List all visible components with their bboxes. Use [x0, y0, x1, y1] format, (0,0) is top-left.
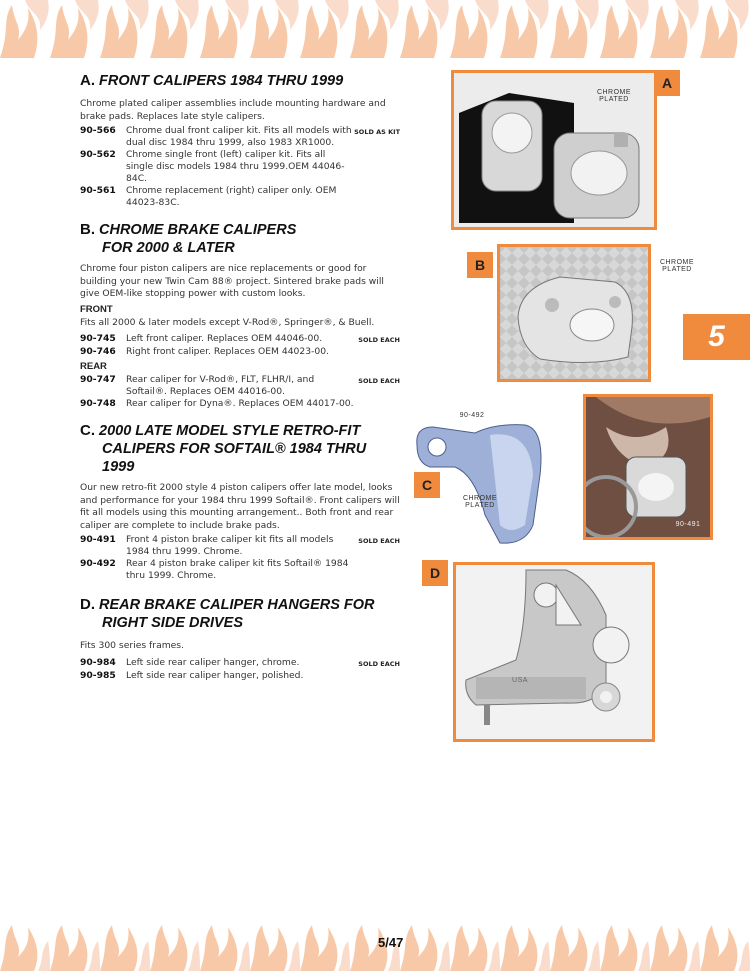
sold-note: SOLD EACH [358, 659, 400, 668]
part-number: 90-566 [80, 125, 116, 136]
front-fitment: Fits all 2000 & later models except V-Rod®, Springer®, & Buell. [80, 317, 375, 328]
part-description: Chrome single front (left) caliper kit. Fits all single disc models 1984 thru 1999.OEM 44046-84C. [126, 149, 345, 184]
section-d-title: D. REAR BRAKE CALIPER HANGERS FOR RIGHT SIDE DRIVES [80, 596, 375, 631]
product-line-item [80, 398, 400, 410]
chrome-caliper-image [500, 247, 648, 379]
photo-d-stamp: USA [512, 677, 528, 684]
section-d [80, 596, 400, 682]
part-description: Front 4 piston brake caliper kit fits all models 1984 thru 1999. Chrome. [126, 534, 334, 557]
product-line-item [80, 149, 400, 185]
part-description: Chrome replacement (right) caliper only. OEM 44023-83C. [126, 185, 337, 208]
photo-b [497, 244, 651, 382]
sold-note [354, 346, 400, 358]
caliper-hanger-image [456, 565, 652, 739]
product-line-item [80, 534, 400, 558]
rear-label: REAR [80, 360, 107, 372]
section-b-rear-items [80, 374, 400, 410]
product-line-item [80, 125, 400, 149]
part-description: Left side rear caliper hanger, polished. [126, 669, 304, 681]
photo-d [453, 562, 655, 742]
flame-border-top [0, 0, 750, 58]
part-number: 90-985 [80, 669, 116, 681]
photo-b-label: B [467, 252, 493, 278]
part-number: 90-492 [80, 558, 116, 569]
part-number: 90-748 [80, 398, 116, 409]
part-description: Right front caliper. Replaces OEM 44023-00. [126, 345, 330, 357]
section-a-items [80, 125, 400, 209]
product-line-item [80, 346, 400, 358]
part-description: Rear 4 piston brake caliper kit fits Softail® 1984 thru 1999. Chrome. [126, 558, 349, 581]
photo-c [583, 394, 713, 540]
section-c-items [80, 534, 400, 582]
photo-a [451, 70, 657, 230]
part-description: Left front caliper. Replaces OEM 44046-00. [126, 332, 323, 344]
photo-a-label: A [654, 70, 680, 96]
photo-c-part-number-1: 90-492 [459, 412, 485, 419]
section-b-description: Chrome four piston calipers are nice replacements or good for building your new Twin Cam 88® project. Sintered brake pads will give OEM-like stopping power with custom looks. [80, 263, 384, 299]
section-d-description: Fits 300 series frames. [80, 640, 185, 651]
section-c-description: Our new retro-fit 2000 style 4 piston calipers offer late model, looks and performance for your 1984 thru 1999 Softail®. Front calipers will fit all models using this mounting arrangement.. Both front and rear caliper are complete to include brake pads. [80, 482, 400, 531]
part-number: 90-745 [80, 332, 116, 344]
product-line-item [80, 558, 400, 582]
section-tab: 5 [683, 314, 750, 360]
photo-a-caption: CHROME PLATED [596, 89, 632, 103]
part-number: 90-984 [80, 656, 116, 668]
sold-note: SOLD EACH [358, 377, 400, 385]
part-number: 90-561 [80, 185, 116, 196]
part-description: Rear caliper for V-Rod®, FLT, FLHR/I, and Softail®. Replaces OEM 44016-00. [126, 374, 315, 397]
part-number: 90-562 [80, 149, 116, 160]
part-description: Rear caliper for Dyna®. Replaces OEM 44017-00. [126, 398, 354, 409]
sold-note [354, 670, 400, 682]
photo-c-caption: CHROME PLATED [462, 495, 498, 509]
section-a-title: A. FRONT CALIPERS 1984 THRU 1999 [80, 72, 344, 89]
section-a-description: Chrome plated caliper assemblies include mounting hardware and brake pads. Replaces late style calipers. [80, 98, 386, 122]
product-line-item [80, 670, 400, 682]
sold-note [354, 558, 400, 582]
part-description: Chrome dual front caliper kit. Fits all models with dual disc 1984 thru 1999, also 1983 XR1000. [126, 125, 352, 148]
front-label: FRONT [80, 303, 113, 315]
text-column [80, 60, 400, 682]
product-line-item [80, 374, 400, 398]
sold-note [354, 185, 400, 209]
part-description: Left side rear caliper hanger, chrome. [126, 656, 300, 668]
section-c-title: C. 2000 LATE MODEL STYLE RETRO-FIT CALIPERS FOR SOFTAIL® 1984 THRU 1999 [80, 422, 367, 475]
section-b [80, 221, 400, 410]
product-line-item [80, 657, 400, 670]
section-b-title: B. CHROME BRAKE CALIPERS FOR 2000 & LATER [80, 221, 297, 256]
sold-note: SOLD EACH [358, 537, 400, 545]
sold-note [354, 398, 400, 410]
front-caliper-installed-image [586, 397, 710, 537]
part-number: 90-746 [80, 345, 116, 357]
part-number: 90-491 [80, 534, 116, 545]
photo-b-caption: CHROME PLATED [659, 259, 695, 273]
part-number: 90-747 [80, 374, 116, 385]
photo-c-label: C [414, 472, 440, 498]
product-line-item [80, 185, 400, 209]
product-line-item [80, 333, 400, 346]
sold-note: SOLD EACH [358, 335, 400, 344]
section-d-items [80, 657, 400, 682]
sold-note [354, 149, 400, 185]
sold-note: SOLD AS KIT [354, 128, 400, 136]
section-a [80, 72, 400, 209]
section-b-front-items [80, 333, 400, 358]
photo-c-part-number-2: 90-491 [675, 521, 701, 528]
flame-border-bottom [0, 921, 750, 971]
photo-d-label: D [422, 560, 448, 586]
page-number: 5/47 [378, 935, 404, 950]
section-c [80, 422, 400, 582]
